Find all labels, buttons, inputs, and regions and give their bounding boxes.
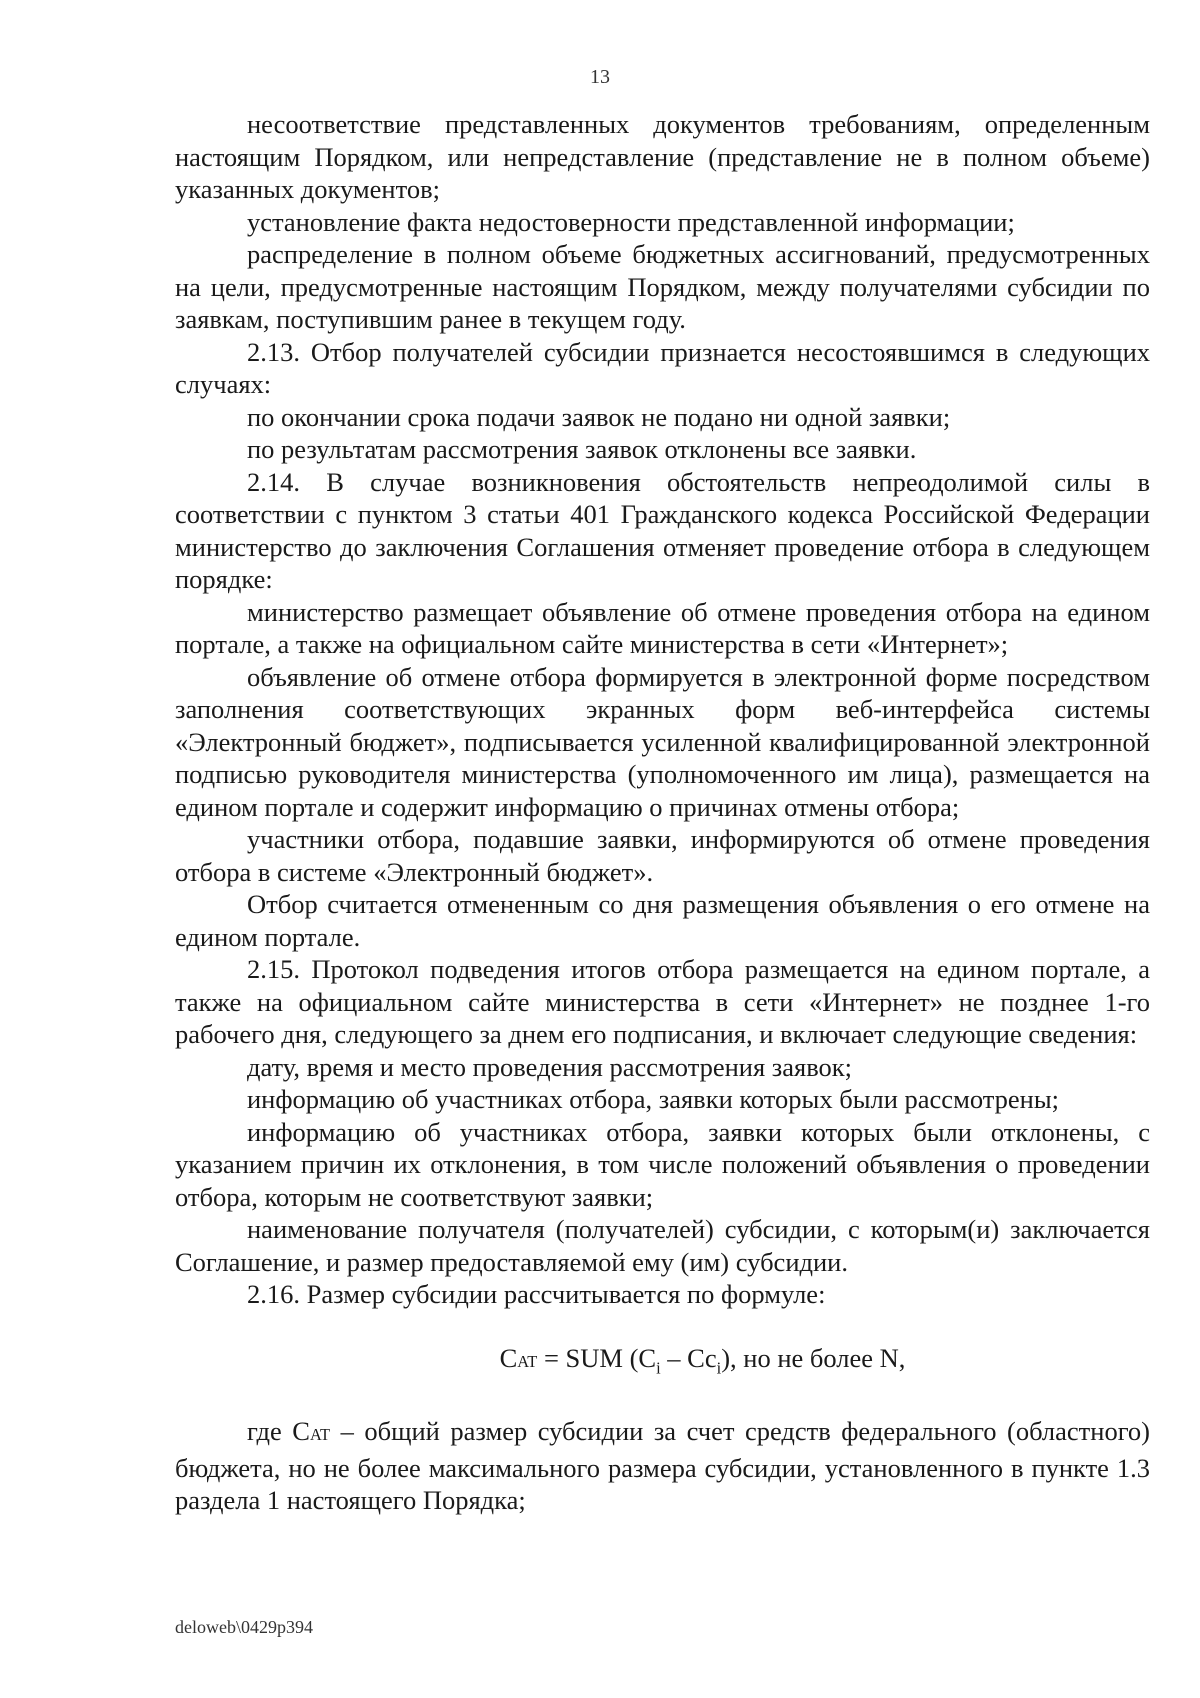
paragraph: наименование получателя (получателей) субсидии, с которым(и) заключается Соглашение, и размер предоставляемой ему (им) субсидии. (175, 1214, 1150, 1277)
section-2-13: 2.13. Отбор получателей субсидии признается несостоявшимся в следующих случаях: (175, 336, 1150, 399)
formula-part: = SUM (C (537, 1342, 657, 1373)
definition-text: – общий размер субсидии за счет средств федерального (областного) бюджета, но не более максимального размера субсидии, установленного в пункте 1.3 раздела 1 настоящего Порядка; (175, 1416, 1150, 1516)
page-number: 13 (590, 66, 610, 88)
definition-lead: где C (247, 1416, 310, 1447)
paragraph: информацию об участниках отбора, заявки которых были рассмотрены; (247, 1084, 1060, 1114)
formula-part: ), но не более N, (721, 1342, 906, 1373)
paragraph: установление факта недостоверности представленной информации; (247, 206, 1015, 237)
paragraph: участники отбора, подавшие заявки, информируются об отмене проведения отбора в системе «Электронный бюджет». (175, 824, 1150, 887)
definition-subscript: AT (309, 1425, 331, 1445)
paragraph: дату, время и место проведения рассмотрения заявок; (247, 1051, 853, 1082)
document-body (175, 108, 1150, 1517)
paragraph: по окончании срока подачи заявок не подано ни одной заявки; (247, 401, 951, 432)
formula-subscript: AT (517, 1351, 538, 1371)
section-2-14: 2.14. В случае возникновения обстоятельств непреодолимой силы в соответствии с пунктом 3 статьи 401 Гражданского кодекса Российской Федерации министерство до заключения Соглашения отменяет проведение отбора в следующем порядке: (175, 466, 1150, 594)
paragraph: информацию об участниках отбора, заявки которых были отклонены, с указанием причин их отклонения, в том числе положений объявления о проведении отбора, которым не соответствуют заявки; (175, 1116, 1150, 1212)
paragraph: министерство размещает объявление об отмене проведения отбора на едином портале, а также на официальном сайте министерства в сети «Интернет»; (175, 596, 1150, 659)
formula-definition (175, 1415, 1150, 1517)
subsidy-formula (175, 1342, 1150, 1385)
section-2-15: 2.15. Протокол подведения итогов отбора размещается на едином портале, а также на официальном сайте министерства в сети «Интернет» не позднее 1-го рабочего дня, следующего за днем его подписания, и включает следующие сведения: (175, 954, 1150, 1049)
paragraph: Отбор считается отмененным со дня размещения объявления о его отмене на едином портале. (175, 889, 1150, 952)
document-code-footer: deloweb\0429p394 (175, 1617, 313, 1637)
paragraph: несоответствие представленных документов требованиям, определенным настоящим Порядком, или непредставление (представление не в полном объеме) указанных документов; (175, 109, 1150, 204)
formula-part: C (499, 1342, 518, 1373)
formula-subscript: i (716, 1357, 722, 1377)
formula-part: – Cc (660, 1342, 717, 1373)
paragraph: по результатам рассмотрения заявок отклонены все заявки. (247, 434, 917, 464)
paragraph: распределение в полном объеме бюджетных ассигнований, предусмотренных на цели, предусмотренные настоящим Порядком, между получателями субсидии по заявкам, поступившим ранее в текущем году. (175, 239, 1150, 334)
section-2-16: 2.16. Размер субсидии рассчитывается по формуле: (247, 1279, 826, 1309)
formula-subscript: i (656, 1357, 661, 1377)
paragraph: объявление об отмене отбора формируется в электронной форме посредством заполнения соответствующих экранных форм веб-интерфейса системы «Электронный бюджет», подписывается усиленной квалифицированной электронной подписью руководителя министерства (уполномоченного им лица), размещается на едином портале и содержит информацию о причинах отмены отбора; (175, 661, 1150, 822)
